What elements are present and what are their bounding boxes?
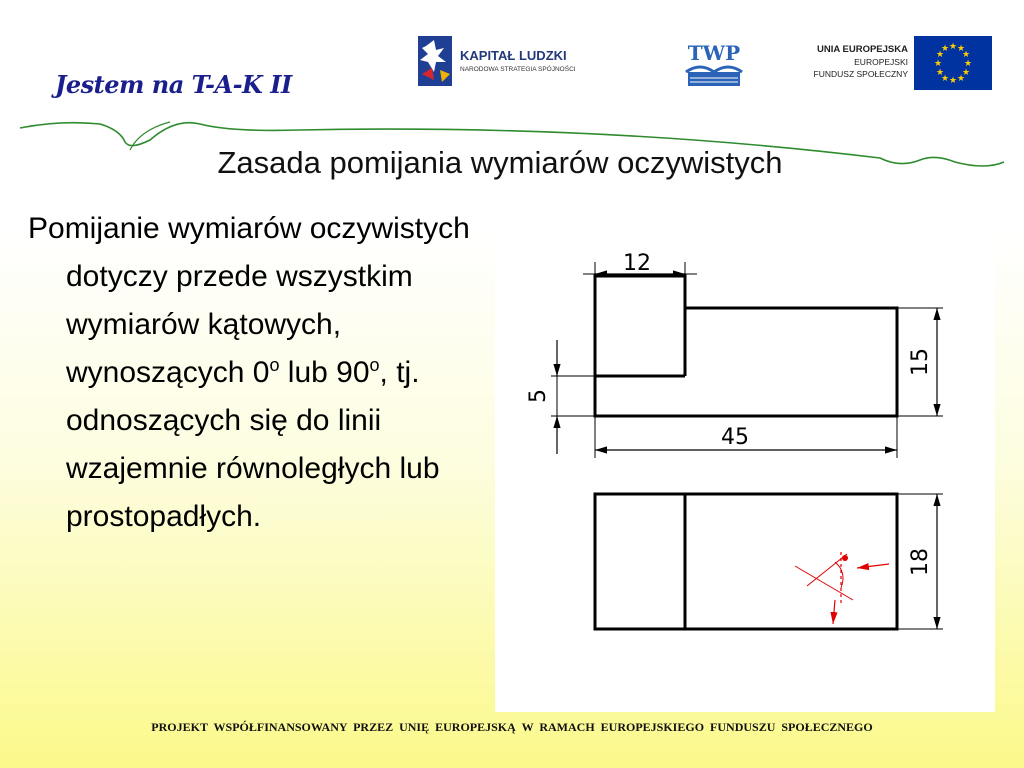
svg-text:★: ★ xyxy=(961,50,971,60)
kapital-ludzki-subtitle: NARODOWA STRATEGIA SPÓJNOŚCI xyxy=(460,66,576,73)
kapital-ludzki-title: KAPITAŁ LUDZKI xyxy=(460,48,567,63)
svg-text:★: ★ xyxy=(935,50,945,60)
svg-text:★: ★ xyxy=(956,74,966,84)
brand-title: Jestem na T-A-K II xyxy=(55,70,292,99)
svg-text:★: ★ xyxy=(933,59,943,69)
dim-text-15: 15 xyxy=(908,348,933,376)
dim-text-5: 5 xyxy=(526,389,551,403)
svg-text:★: ★ xyxy=(948,42,958,52)
body-paragraph xyxy=(28,205,498,541)
twp-mark: TWP xyxy=(687,41,741,65)
twp-book-icon xyxy=(670,36,760,92)
kapital-ludzki-logo xyxy=(412,30,612,92)
svg-text:★: ★ xyxy=(948,76,958,86)
kapital-ludzki-emblem-icon xyxy=(412,30,458,92)
eu-line3: FUNDUSZ SPOŁECZNY xyxy=(813,69,908,79)
crossed-angle-annotation-icon xyxy=(795,552,889,624)
body-part3: , tj. odnoszących się do linii wzajemnie równoległych lub prostopadłych. xyxy=(66,356,440,533)
svg-text:★: ★ xyxy=(963,59,973,69)
dim-text-18: 18 xyxy=(908,548,933,576)
svg-text:★: ★ xyxy=(961,68,971,78)
eu-flag-icon xyxy=(914,36,992,90)
footer-text: PROJEKT WSPÓŁFINANSOWANY PRZEZ UNIĘ EUROPEJSKĄ W RAMACH EUROPEJSKIEGO FUNDUSZU SPOŁECZNEGO xyxy=(151,720,873,734)
svg-text:★: ★ xyxy=(935,68,945,78)
svg-text:★: ★ xyxy=(940,74,950,84)
slide-title: Zasada pomijania wymiarów oczywistych xyxy=(217,145,783,180)
eu-line1: UNIA EUROPEJSKA xyxy=(817,44,908,55)
degree-sup-1: o xyxy=(269,355,280,375)
technical-drawing xyxy=(495,232,995,712)
dim-text-12: 12 xyxy=(623,251,651,276)
drawing-svg xyxy=(495,232,995,712)
svg-text:★: ★ xyxy=(956,44,966,54)
bottom-part-outline xyxy=(595,494,897,629)
top-part-outline xyxy=(595,276,897,416)
eu-line2: EUROPEJSKI xyxy=(854,57,908,67)
body-part2: lub 90 xyxy=(279,356,370,389)
svg-text:★: ★ xyxy=(940,44,950,54)
dim-text-45: 45 xyxy=(721,425,749,450)
body-part1: Pomijanie wymiarów oczywistych dotyczy przede wszystkim wymiarów kątowych, wynoszących 0 xyxy=(28,212,470,389)
slide-body xyxy=(28,205,498,541)
degree-sup-2: o xyxy=(369,355,380,375)
eu-logo xyxy=(796,36,996,92)
twp-logo xyxy=(670,36,760,92)
